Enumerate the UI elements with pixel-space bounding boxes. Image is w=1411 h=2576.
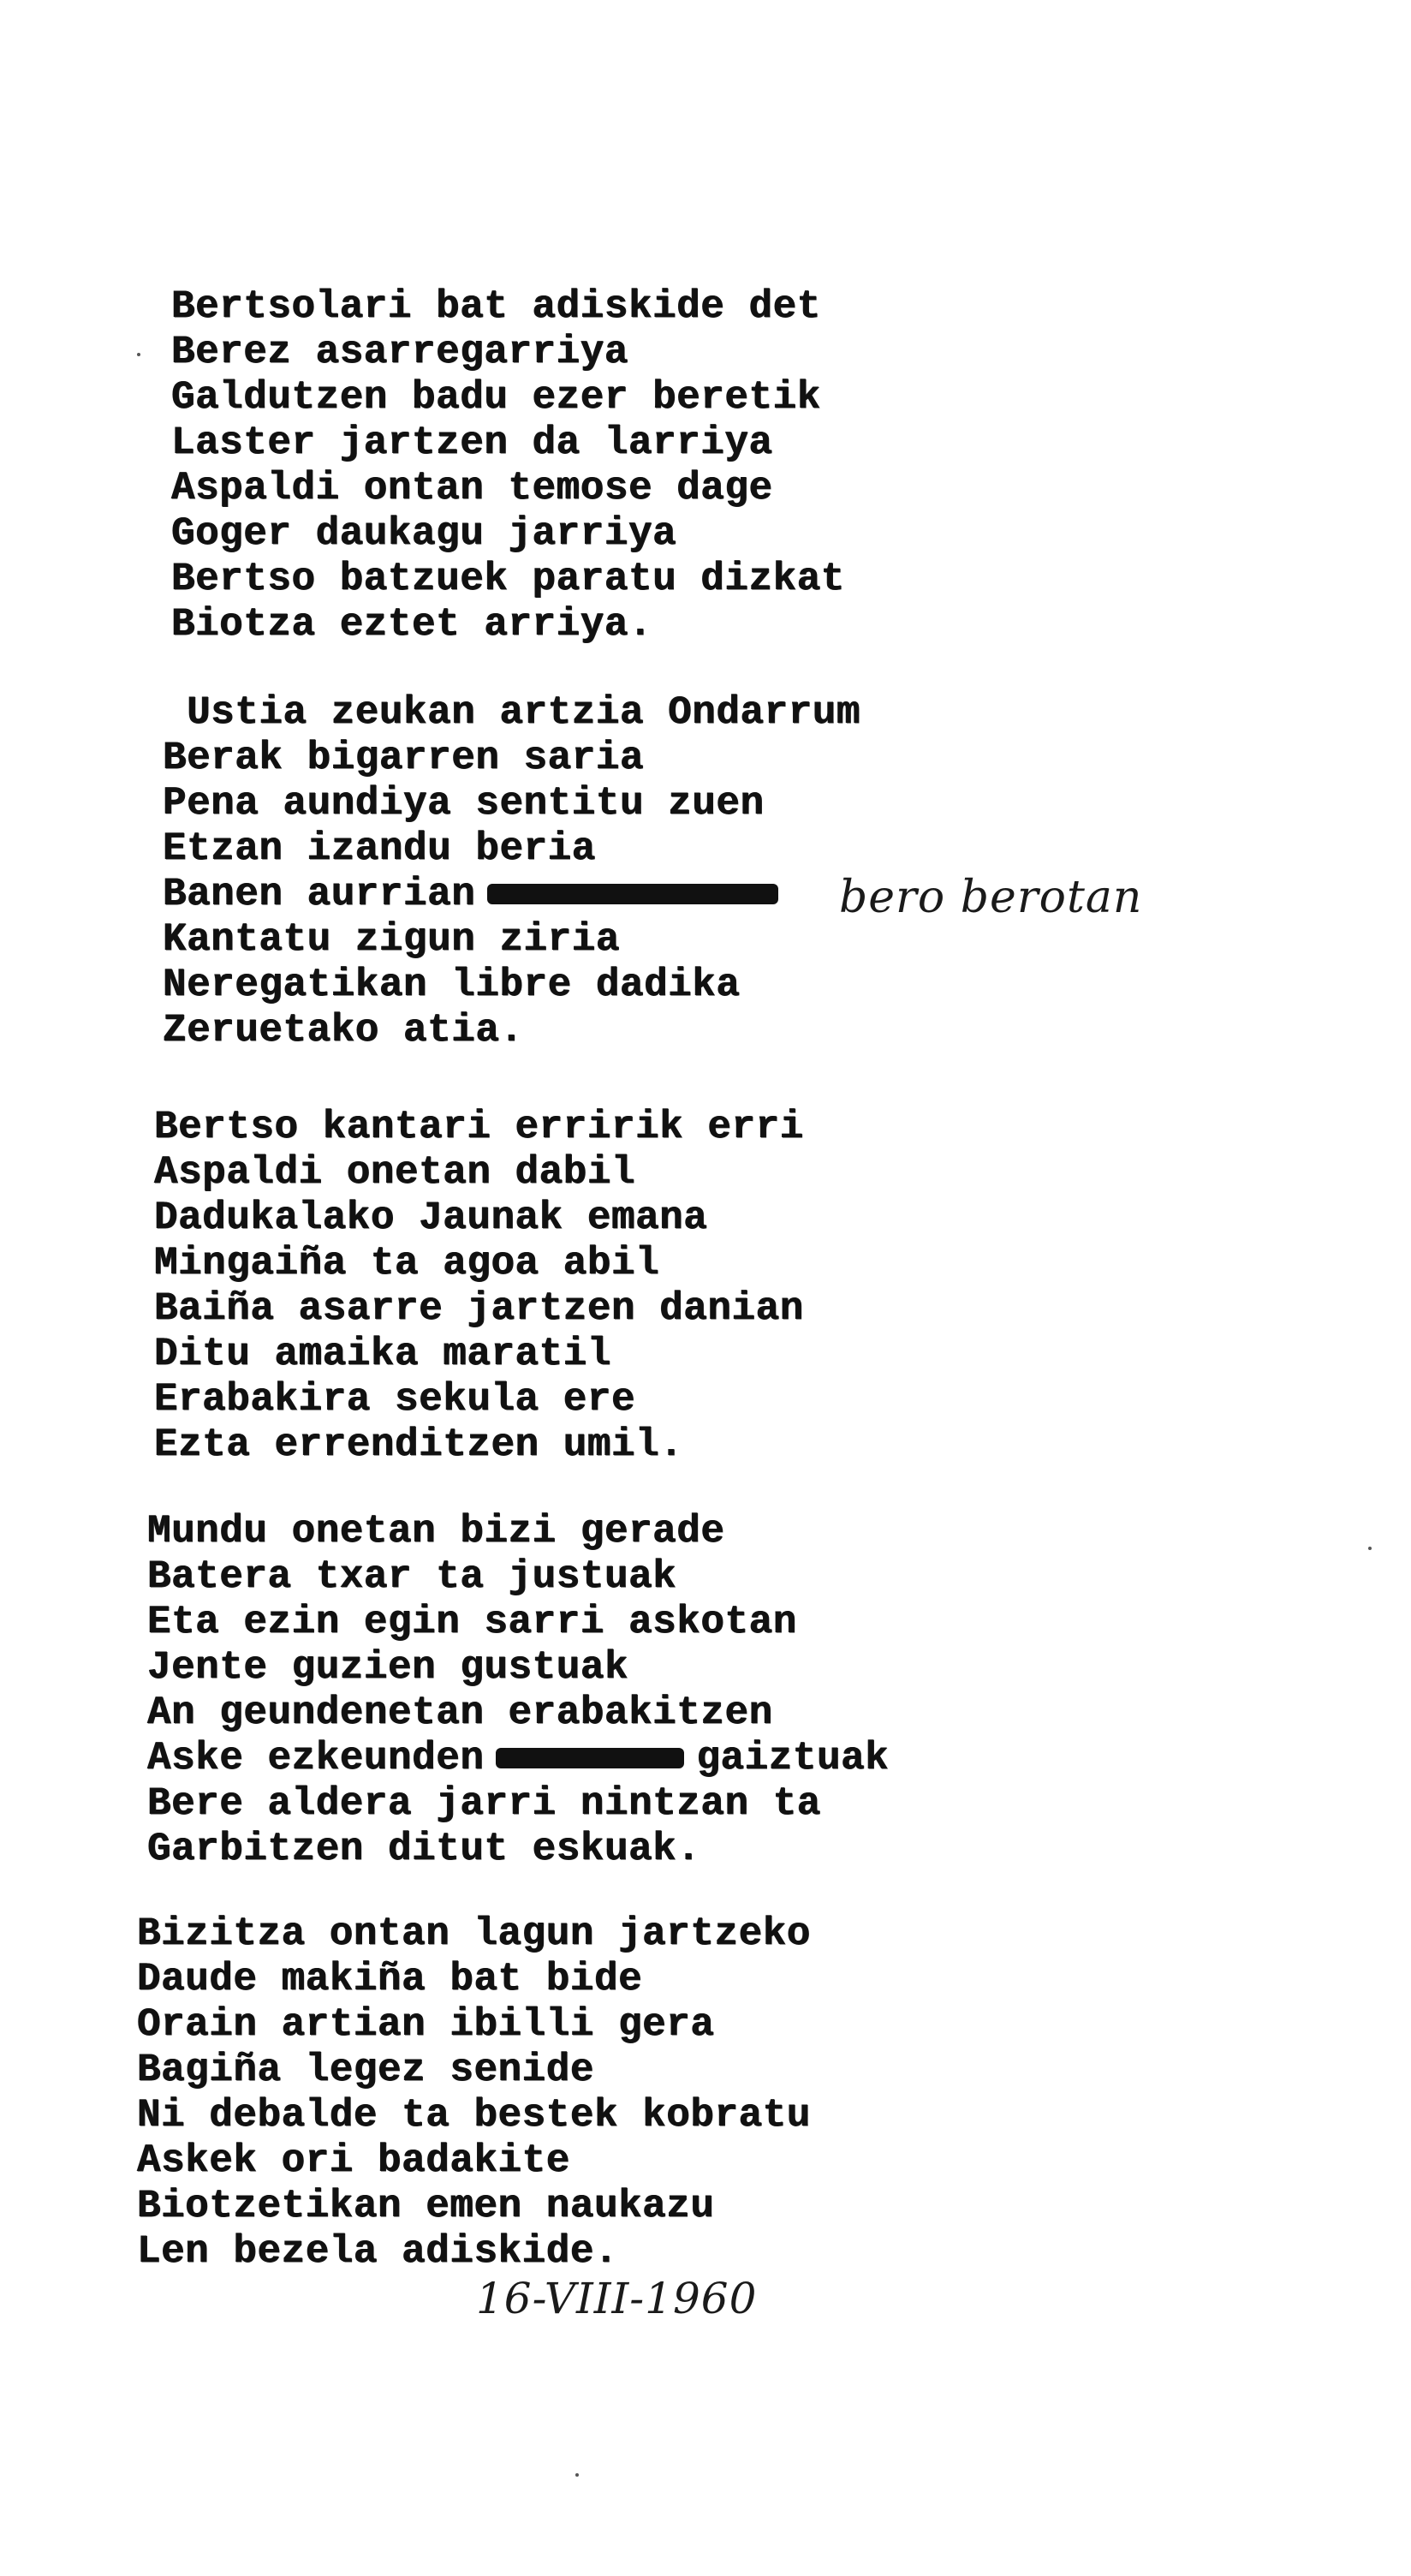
verse-line: Berez asarregarriya (171, 330, 628, 374)
verse-line: An geundenetan erabakitzen (147, 1690, 773, 1735)
paper-speck (575, 2473, 579, 2477)
verse-line: Ustia zeukan artzia Ondarrum (163, 690, 861, 735)
stanza-4 (147, 1509, 889, 1872)
verse-line: Kantatu zigun ziria (163, 917, 620, 962)
verse-line-text: Aske ezkeunden (147, 1736, 485, 1780)
verse-line: Bere aldera jarri nintzan ta (147, 1781, 821, 1826)
verse-line-text: Banen aurrian (163, 872, 476, 916)
stanza-3 (154, 1105, 804, 1468)
paper-speck (137, 353, 140, 356)
verse-line: Biotza eztet arriya. (171, 602, 653, 647)
handwritten-date: 16-VIII-1960 (476, 2274, 758, 2323)
verse-line: Bertso batzuek paratu dizkat (171, 557, 845, 601)
verse-line: Batera txar ta justuak (147, 1554, 677, 1599)
verse-line-with-redaction (147, 1736, 889, 1781)
verse-line: Etzan izandu beria (163, 826, 596, 871)
verse-line: Bertso kantari erririk erri (154, 1105, 804, 1149)
struck-out-word (487, 884, 778, 904)
verse-line: Biotzetikan emen naukazu (137, 2184, 715, 2228)
verse-line: Jente guzien gustuak (147, 1645, 629, 1690)
verse-line: Baiña asarre jartzen danian (154, 1286, 804, 1331)
verse-line: Orain artian ibilli gera (137, 2002, 715, 2047)
verse-line: Garbitzen ditut eskuak. (147, 1827, 701, 1871)
handwritten-correction: bero berotan (839, 872, 1143, 923)
verse-line: Goger daukagu jarriya (171, 511, 677, 556)
verse-line: Pena aundiya sentitu zuen (163, 781, 765, 826)
stanza-2 (163, 690, 860, 1053)
verse-line: Ditu amaika maratil (154, 1332, 611, 1376)
verse-line: Len bezela adiskide. (137, 2229, 619, 2274)
verse-line: Dadukalako Jaunak emana (154, 1196, 708, 1240)
verse-line: Daude makiña bat bide (137, 1957, 643, 2001)
verse-line-with-redaction (163, 872, 860, 917)
verse-line-suffix: gaiztuak (696, 1736, 890, 1780)
verse-line: Zeruetako atia. (163, 1008, 524, 1052)
verse-line: Ezta errenditzen umil. (154, 1422, 684, 1467)
verse-line: Ni debalde ta bestek kobratu (137, 2093, 811, 2138)
verse-line: Bizitza ontan lagun jartzeko (137, 1911, 811, 1956)
stanza-1 (171, 284, 845, 647)
verse-line: Neregatikan libre dadika (163, 963, 741, 1007)
verse-line: Bagiña legez senide (137, 2048, 594, 2092)
verse-line: Aspaldi onetan dabil (154, 1150, 636, 1195)
verse-line: Mundu onetan bizi gerade (147, 1509, 725, 1553)
verse-line: Berak bigarren saria (163, 736, 645, 780)
verse-line: Aspaldi ontan temose dage (171, 466, 773, 510)
verse-line: Askek ori badakite (137, 2138, 570, 2183)
verse-line: Eta ezin egin sarri askotan (147, 1600, 797, 1644)
verse-line: Laster jartzen da larriya (171, 420, 773, 465)
struck-out-word (496, 1748, 684, 1768)
verse-line: Bertsolari bat adiskide det (171, 284, 821, 329)
verse-line: Galdutzen badu ezer beretik (171, 375, 821, 420)
stanza-5 (137, 1911, 811, 2275)
paper-speck (1368, 1547, 1372, 1550)
verse-line: Mingaiña ta agoa abil (154, 1241, 660, 1285)
verse-line: Erabakira sekula ere (154, 1377, 636, 1422)
